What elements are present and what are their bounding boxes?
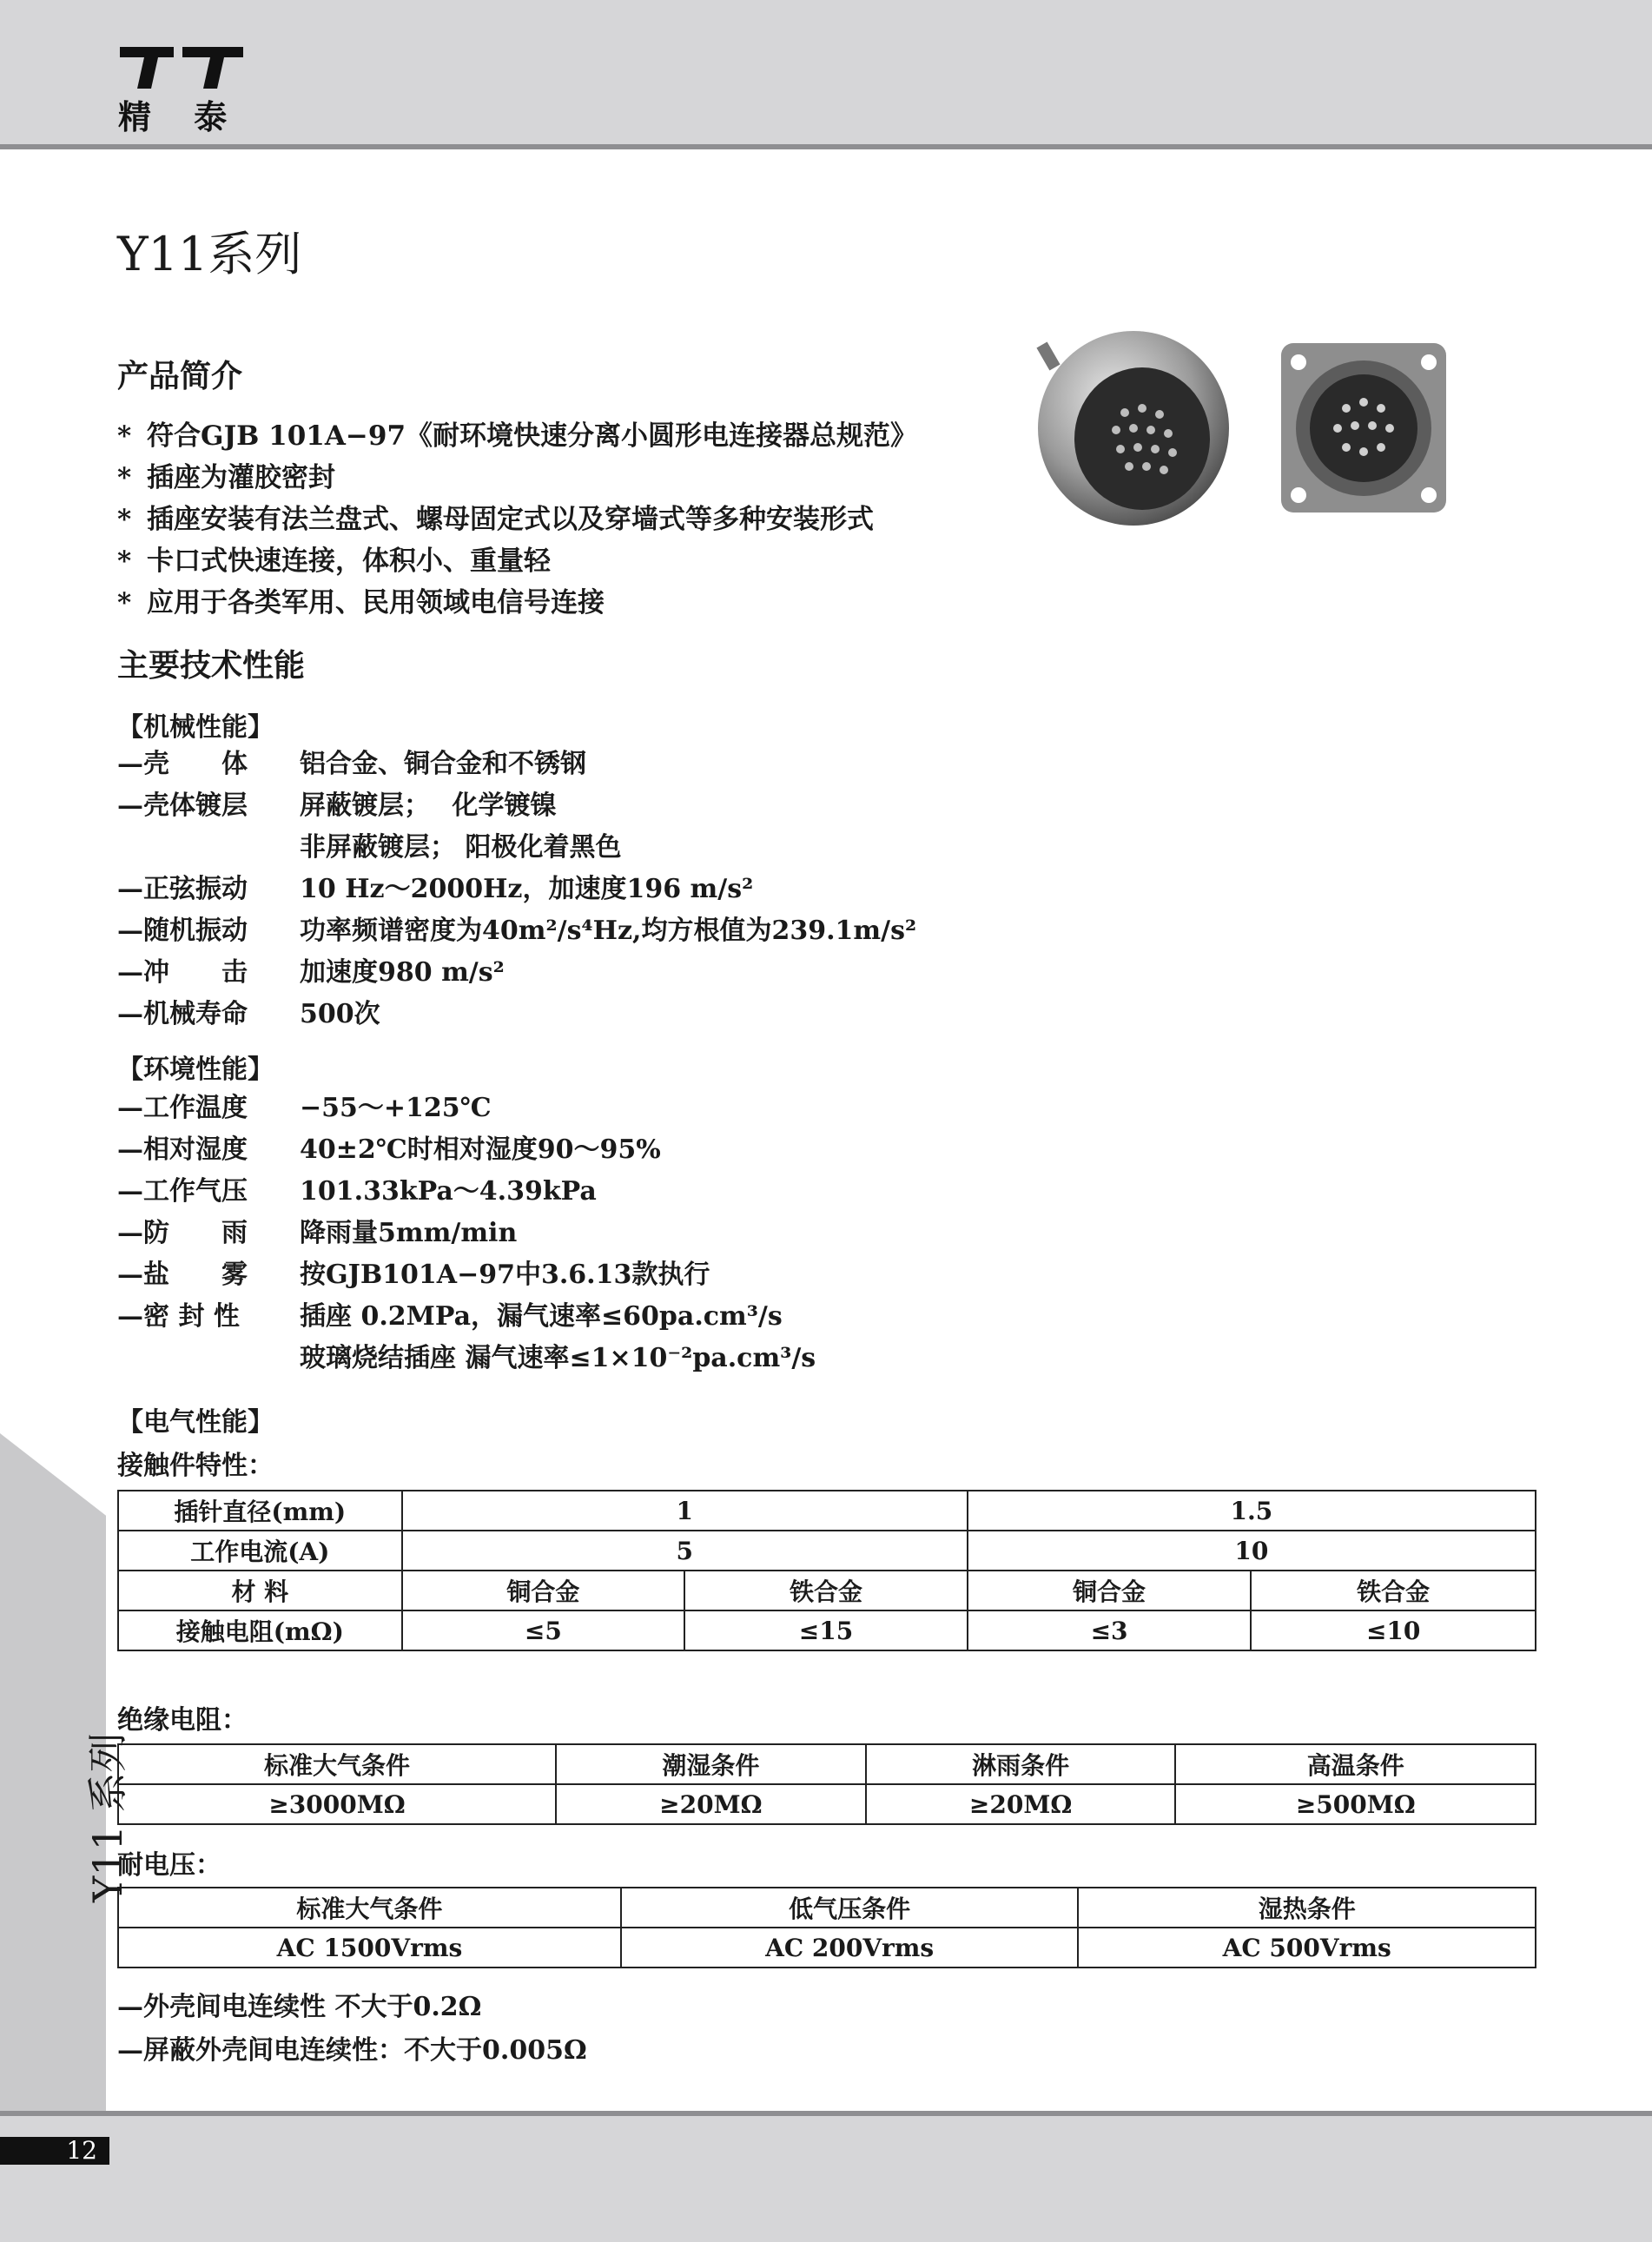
table-cell: AC 500Vrms <box>1078 1928 1536 1968</box>
table-cell: 10 <box>968 1531 1536 1571</box>
environmental-specs <box>117 1088 816 1379</box>
table-row <box>118 1610 1536 1650</box>
table-cell: ≤5 <box>402 1610 685 1650</box>
table-cell: AC 200Vrms <box>621 1928 1079 1968</box>
list-item: * 应用于各类军用、民用领域电信号连接 <box>117 587 605 618</box>
connector-photo <box>1034 317 1450 539</box>
table-row <box>118 1744 1536 1784</box>
spec-row: 非屏蔽镀层； 阳极化着黑色 <box>300 832 622 863</box>
table-cell: ≤10 <box>1251 1610 1536 1650</box>
table-cell: 插针直径(mm) <box>118 1491 402 1531</box>
note-line: —屏蔽外壳间电连续性：不大于0.005Ω <box>117 2035 587 2066</box>
table-cell: 铁合金 <box>1251 1571 1536 1610</box>
table-cell: 铜合金 <box>402 1571 685 1610</box>
voltage-table <box>117 1887 1536 1968</box>
table-cell: 铜合金 <box>968 1571 1252 1610</box>
logo-text: 精 泰 <box>118 98 243 136</box>
table-cell: 低气压条件 <box>621 1888 1079 1928</box>
table-cell: 淋雨条件 <box>866 1744 1176 1784</box>
spec-row: —壳 体 铝合金、铜合金和不锈钢 <box>117 749 586 779</box>
spec-row: —工作气压 101.33kPa～4.39kPa <box>117 1176 597 1207</box>
voltage-label: 耐电压： <box>117 1850 221 1881</box>
table-row <box>118 1928 1536 1968</box>
table-cell: 高温条件 <box>1175 1744 1536 1784</box>
table-cell: ≤3 <box>968 1610 1252 1650</box>
table-cell: ≤15 <box>684 1610 968 1650</box>
table-cell: 1 <box>402 1491 968 1531</box>
intro-heading: 产品简介 <box>117 359 243 394</box>
electrical-notes <box>117 1986 587 2073</box>
tech-heading: 主要技术性能 <box>117 648 306 684</box>
spec-row: —机械寿命 500次 <box>117 999 380 1029</box>
table-cell: 铁合金 <box>684 1571 968 1610</box>
mechanical-heading: 【机械性能】 <box>117 712 274 743</box>
table-row <box>118 1531 1536 1571</box>
spec-row: —冲 击 加速度980 m/s² <box>117 957 505 988</box>
insulation-table <box>117 1743 1536 1825</box>
page-number: 12 <box>0 2137 109 2165</box>
mechanical-specs <box>117 744 916 1035</box>
list-item: * 符合GJB 101A−97《耐环境快速分离小圆形电连接器总规范》 <box>117 420 918 452</box>
table-row <box>118 1888 1536 1928</box>
list-item: * 插座安装有法兰盘式、螺母固定式以及穿墙式等多种安装形式 <box>117 504 874 535</box>
spec-row: —随机振动 功率频谱密度为40m²/s⁴Hz,均方根值为239.1m/s² <box>117 916 917 946</box>
table-cell: 湿热条件 <box>1078 1888 1536 1928</box>
spec-row: —壳体镀层 屏蔽镀层； 化学镀镍 <box>117 790 557 821</box>
table-row <box>118 1571 1536 1610</box>
table-cell: ≥500MΩ <box>1175 1784 1536 1824</box>
electrical-heading: 【电气性能】 <box>117 1407 274 1438</box>
table-cell: 1.5 <box>968 1491 1536 1531</box>
table-cell: ≥20MΩ <box>556 1784 866 1824</box>
table-cell: 接触电阻(mΩ) <box>118 1610 402 1650</box>
side-series-label: Y11 系列 <box>84 1732 131 1902</box>
spec-row: 玻璃烧结插座 漏气速率≤1×10⁻²pa.cm³/s <box>300 1343 816 1373</box>
table-cell: 标准大气条件 <box>118 1888 621 1928</box>
note-line: —外壳间电连续性 不大于0.2Ω <box>117 1992 482 2022</box>
table-cell: 材 料 <box>118 1571 402 1610</box>
spec-row: —密 封 性 插座 0.2MPa，漏气速率≤60pa.cm³/s <box>117 1301 783 1332</box>
table-row <box>118 1784 1536 1824</box>
table-cell: 标准大气条件 <box>118 1744 556 1784</box>
list-item: * 卡口式快速连接，体积小、重量轻 <box>117 546 551 577</box>
insulation-label: 绝缘电阻： <box>117 1705 248 1736</box>
table-cell: ≥3000MΩ <box>118 1784 556 1824</box>
spec-row: —防 雨 降雨量5mm/min <box>117 1218 518 1248</box>
list-item: * 插座为灌胶密封 <box>117 462 335 493</box>
table-cell: 工作电流(A) <box>118 1531 402 1571</box>
table-cell: ≥20MΩ <box>866 1784 1176 1824</box>
contact-label: 接触件特性： <box>117 1451 274 1481</box>
environmental-heading: 【环境性能】 <box>117 1055 274 1085</box>
spec-row: —盐 雾 按GJB101A−97中3.6.13款执行 <box>117 1260 710 1290</box>
intro-bullets <box>117 415 917 624</box>
table-row <box>118 1491 1536 1531</box>
spec-row: —正弦振动 10 Hz～2000Hz，加速度196 m/s² <box>117 874 754 904</box>
table-cell: AC 1500Vrms <box>118 1928 621 1968</box>
table-cell: 5 <box>402 1531 968 1571</box>
table-cell: 潮湿条件 <box>556 1744 866 1784</box>
page-title: Y11系列 <box>117 227 302 281</box>
footer-band <box>0 2111 1652 2242</box>
spec-row: —相对湿度 40±2℃时相对湿度90～95% <box>117 1134 661 1165</box>
spec-row: —工作温度 −55～+125℃ <box>117 1093 492 1123</box>
contact-table <box>117 1490 1536 1651</box>
